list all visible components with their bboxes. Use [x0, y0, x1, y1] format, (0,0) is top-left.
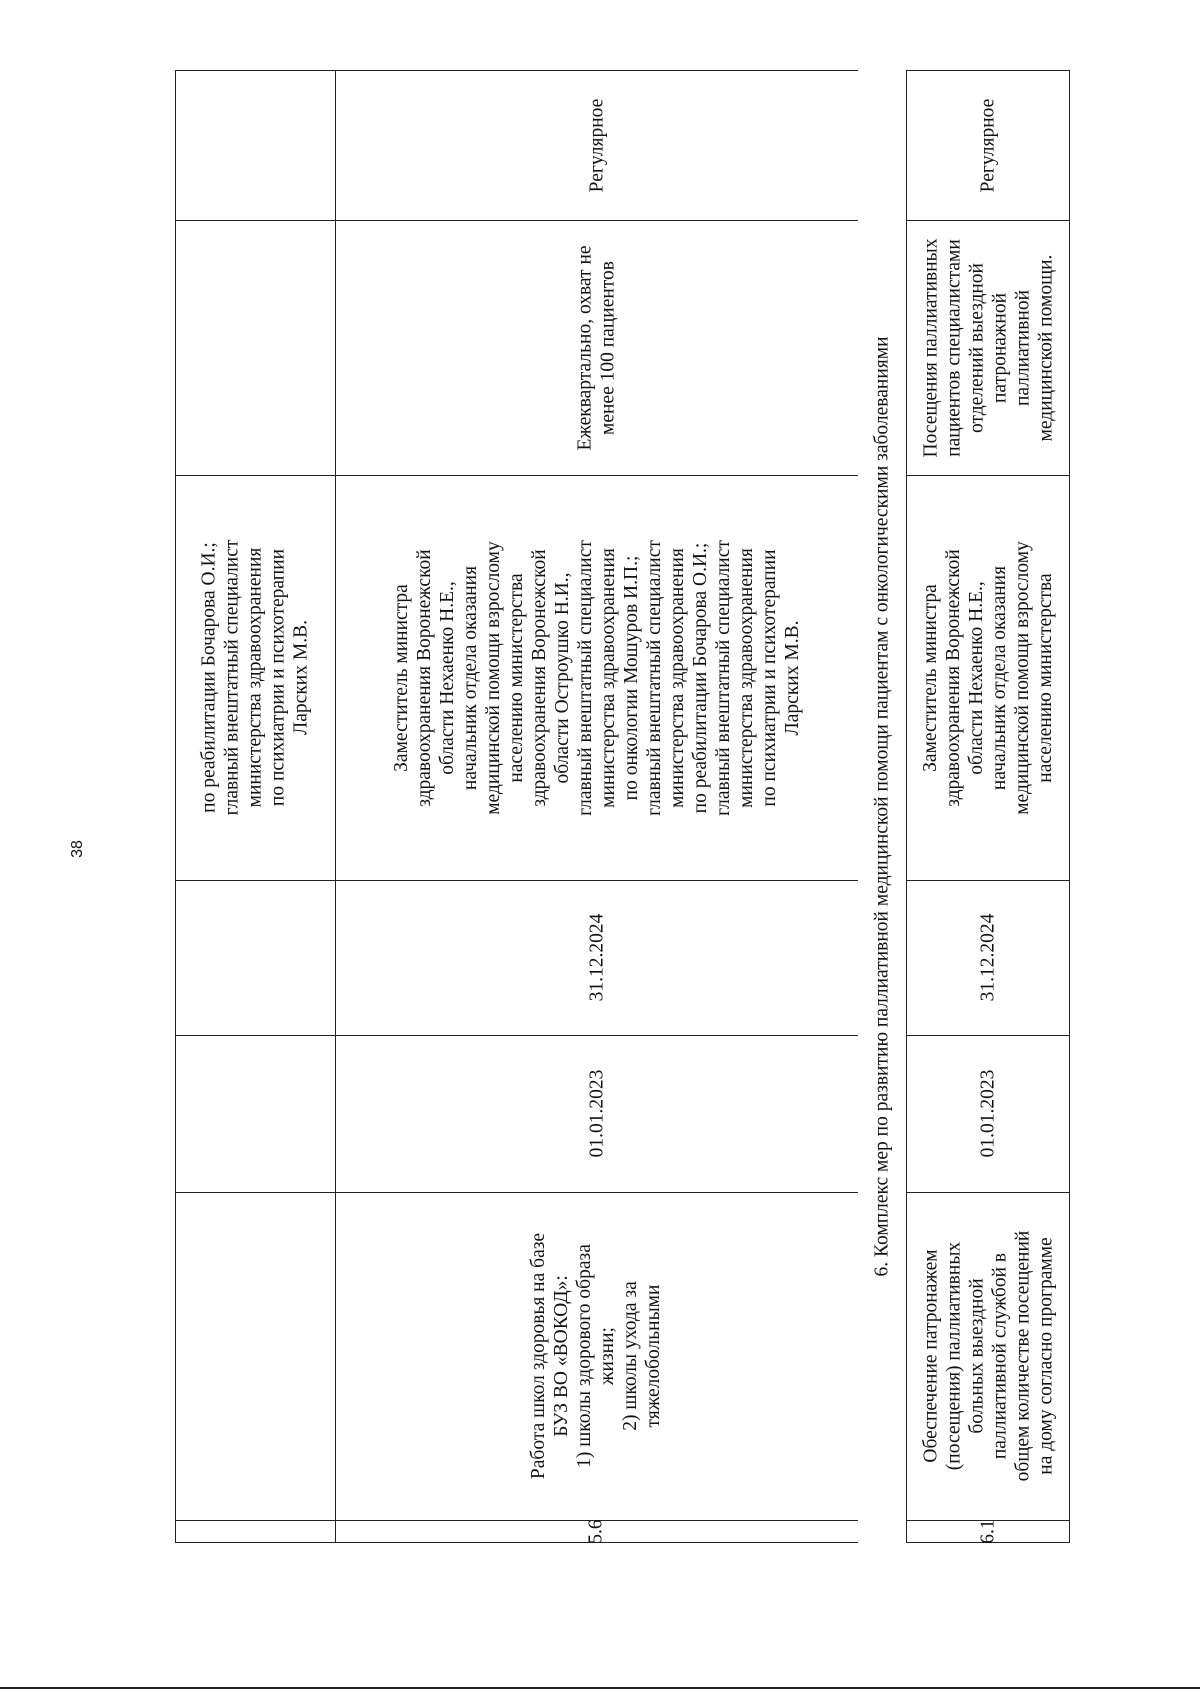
page-number-text: 38 [68, 840, 86, 858]
row-5-6-frequency-cell [335, 70, 858, 220]
row-5-6-number-cell [335, 1520, 858, 1543]
row-6-1-result: Посещения паллиативных пациентов специалистами отделений выездной патронажной паллиативной медицинской помощи. [920, 237, 1057, 458]
row-6-1-measure: Обеспечение патронажем (посещения) паллиативных больных выездной паллиативной службой в общем количестве посещений на дому согласно программе [920, 1230, 1056, 1482]
row-5-6-responsible: Заместитель министра здравоохранения Воронежской области Нехаенко Н.Е., начальник отдела оказания медицинской помощи взрослому населению министерства здравоохранения Воронежской области Остроушко Н.И., главный внештатный специалист министерства здравоохранения по онкологии Мошуров И.П.; главный внештатный специалист министерства здравоохранения по реабилитации Бочарова О.И.; главный внештатный специалист министерства здравоохранения по психиатрии и психотерапии Ларских М.В. [390, 539, 803, 816]
row-6-1-number: 6.1 [977, 1519, 999, 1544]
top-row-responsible-cell [175, 475, 335, 880]
section-6-header-cell [858, 70, 906, 1543]
row-6-1-start-cell [906, 1035, 1070, 1192]
page-number [68, 832, 88, 866]
row-5-6-end-cell [335, 880, 858, 1035]
row-6-1-end-cell [906, 880, 1070, 1035]
row-6-1-responsible-cell [906, 475, 1070, 880]
row-6-1-frequency: Регулярное [977, 98, 999, 192]
row-6-1-responsible: Заместитель министра здравоохранения Воронежской области Нехаенко Н.Е., начальник отдела оказания медицинской помощи взрослому населению министерства [920, 540, 1056, 815]
row-6-1-measure-cell [906, 1192, 1070, 1520]
row-5-6-frequency: Регулярное [585, 98, 607, 192]
row-5-6-number: 5.6 [586, 1519, 607, 1544]
row-5-6-measure: Работа школ здоровья на базе БУЗ ВО «ВОКОД»: 1) школы здорового образа жизни; 2) школы ухода за тяжелобольными [528, 1232, 665, 1480]
row-5-6-end-date: 31.12.2024 [586, 913, 607, 1002]
row-5-6-responsible-cell [335, 475, 858, 880]
section-6-title: 6. Комплекс мер по развитию паллиативной медицинской помощи пациентам с онкологическими заболеваниями [871, 336, 893, 1277]
row-5-6-result: Ежеквартально, охват не менее 100 пациентов [574, 244, 619, 451]
row-6-1-start-date: 01.01.2023 [977, 1069, 999, 1158]
row-6-1-number-cell [906, 1520, 1070, 1543]
bottom-rule [0, 1687, 1200, 1689]
row-6-1-end-date: 31.12.2024 [977, 913, 999, 1002]
row-5-6-start-cell [335, 1035, 858, 1192]
row-5-6-measure-cell [335, 1192, 858, 1520]
row-5-6-result-cell [335, 220, 858, 475]
row-6-1-result-cell [906, 220, 1070, 475]
top-row-responsible: по реабилитации Бочарова О.И.; главный внештатный специалист министерства здравоохранения по психиатрии и психотерапии Ларских М.В. [198, 539, 312, 816]
row-5-6-start-date: 01.01.2023 [586, 1069, 607, 1158]
row-6-1-frequency-cell [906, 70, 1070, 220]
